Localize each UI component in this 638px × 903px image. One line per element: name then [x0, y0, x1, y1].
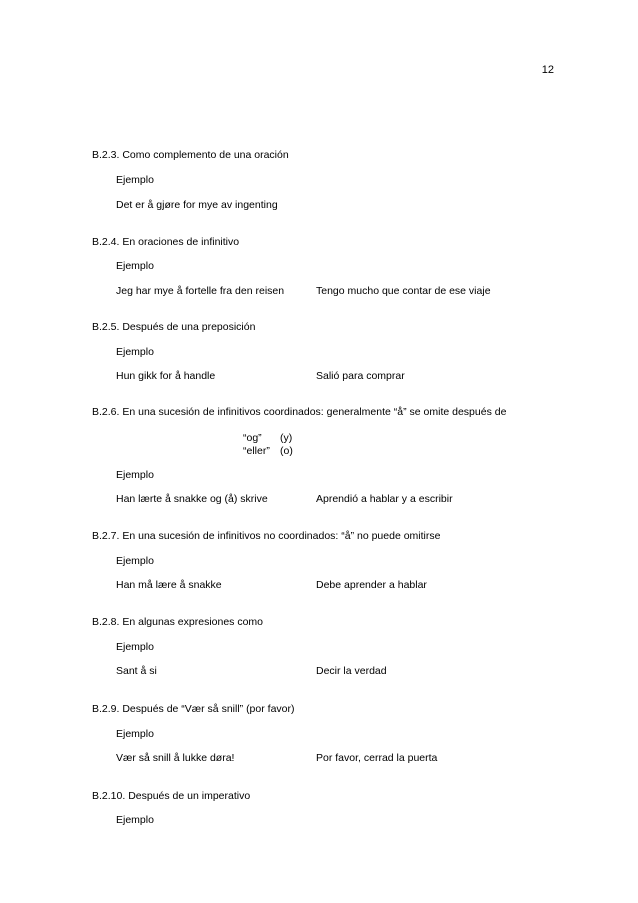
example-label: Ejemplo: [116, 469, 154, 481]
example-label: Ejemplo: [116, 728, 154, 740]
example-spanish: Debe aprender a hablar: [316, 579, 427, 591]
section-heading: B.2.4. En oraciones de infinitivo: [92, 236, 240, 248]
section-heading: B.2.8. En algunas expresiones como: [92, 616, 264, 628]
section-heading: B.2.9. Después de “Vær så snill” (por favor): [92, 703, 295, 715]
example-spanish: Salió para comprar: [316, 370, 405, 382]
section-heading: B.2.10. Después de un imperativo: [92, 790, 251, 802]
conjunction-translation: (o): [280, 445, 293, 457]
example-norwegian: Det er å gjøre for mye av ingenting: [116, 199, 278, 211]
example-label: Ejemplo: [116, 174, 154, 186]
example-norwegian: Hun gikk for å handle: [116, 370, 216, 382]
example-label: Ejemplo: [116, 814, 154, 826]
example-label: Ejemplo: [116, 555, 154, 567]
example-spanish: Aprendió a hablar y a escribir: [316, 493, 453, 505]
example-norwegian: Han lærte å snakke og (å) skrive: [116, 493, 268, 505]
example-spanish: Decir la verdad: [316, 665, 387, 677]
conjunction-word: “og”: [243, 432, 262, 444]
section-heading: B.2.6. En una sucesión de infinitivos coordinados: generalmente “å” se omite después de: [92, 406, 507, 418]
conjunction-translation: (y): [280, 432, 293, 444]
example-spanish: Tengo mucho que contar de ese viaje: [316, 285, 491, 297]
section-heading: B.2.3. Como complemento de una oración: [92, 149, 289, 161]
section-heading: B.2.7. En una sucesión de infinitivos no coordinados: “å” no puede omitirse: [92, 530, 441, 542]
section-heading: B.2.5. Después de una preposición: [92, 321, 256, 333]
example-norwegian: Jeg har mye å fortelle fra den reisen: [116, 285, 285, 297]
example-norwegian: Han må lære å snakke: [116, 579, 222, 591]
example-norwegian: Sant å si: [116, 665, 157, 677]
example-label: Ejemplo: [116, 641, 154, 653]
example-label: Ejemplo: [116, 260, 154, 272]
conjunction-word: “eller”: [243, 445, 270, 457]
example-norwegian: Vær så snill å lukke døra!: [116, 752, 235, 764]
example-label: Ejemplo: [116, 346, 154, 358]
page-number: 12: [541, 64, 554, 76]
example-spanish: Por favor, cerrad la puerta: [316, 752, 438, 764]
